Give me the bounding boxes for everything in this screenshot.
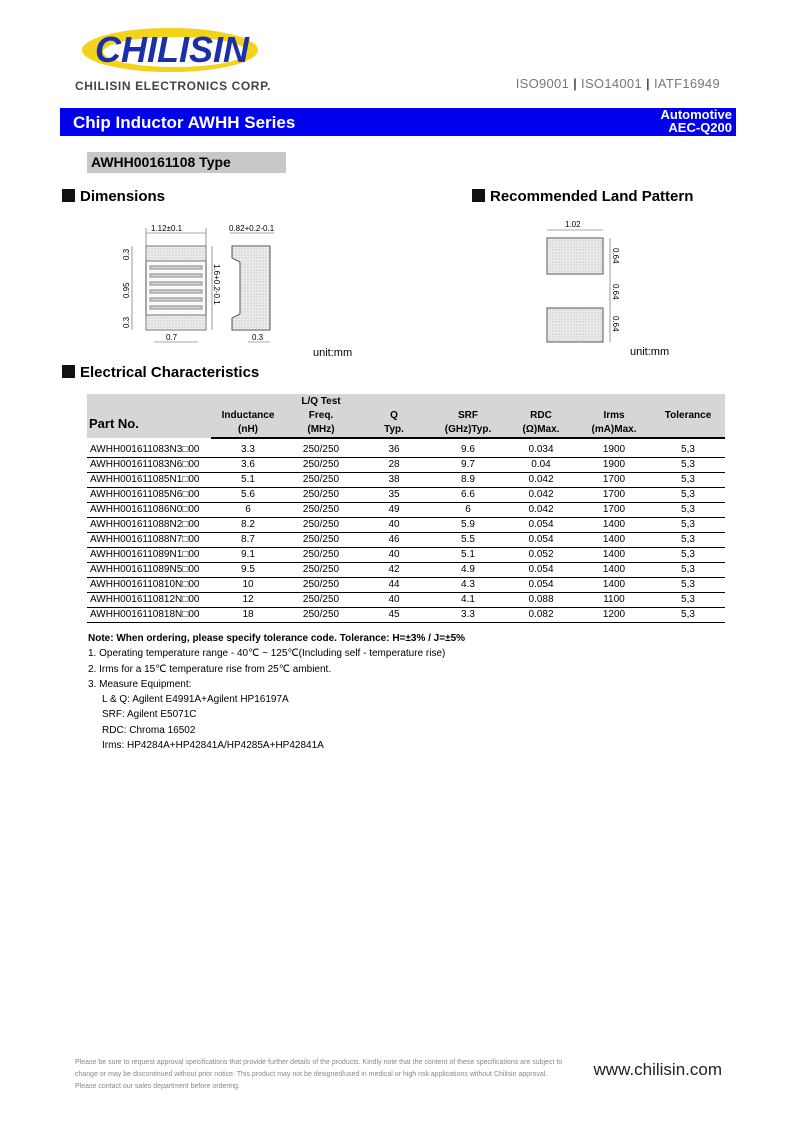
header-part-no: Part No.	[89, 415, 139, 431]
land-pattern-heading: Recommended Land Pattern	[472, 188, 693, 205]
table-row	[87, 487, 725, 502]
header-tolerance: Tolerance	[664, 409, 712, 421]
cell-freq: 250/250	[285, 607, 357, 622]
header-inductance: Inductance	[221, 409, 275, 421]
automotive-grade	[661, 108, 733, 134]
land-pattern-drawing	[540, 216, 630, 346]
dim-side-width: 0.82+0.2-0.1	[229, 224, 275, 233]
dim-top-width: 1.12±0.1	[151, 224, 183, 233]
cell-rdc: 0.052	[505, 547, 577, 562]
cell-irms: 1100	[577, 592, 651, 607]
cell-irms: 1900	[577, 457, 651, 472]
header-irms: Irms	[603, 409, 625, 421]
table-row	[87, 607, 725, 622]
table-row	[87, 562, 725, 577]
cell-freq: 250/250	[285, 502, 357, 517]
cell-irms: 1200	[577, 607, 651, 622]
note-measure-equipment: 3. Measure Equipment:	[88, 678, 192, 690]
cell-rdc: 0.034	[505, 442, 577, 457]
cell-ind: 18	[211, 607, 285, 622]
cell-rdc: 0.042	[505, 487, 577, 502]
cell-q: 40	[357, 592, 431, 607]
certifications	[516, 76, 720, 91]
cell-srf: 4.9	[431, 562, 505, 577]
cell-srf: 5.9	[431, 517, 505, 532]
cell-tol: 5,3	[651, 517, 725, 532]
cell-tol: 5,3	[651, 592, 725, 607]
cell-tol: 5,3	[651, 577, 725, 592]
cell-ind: 3.3	[211, 442, 285, 457]
square-bullet-icon	[472, 189, 485, 202]
cell-ind: 9.5	[211, 562, 285, 577]
cert-iso14001: ISO14001	[581, 76, 642, 91]
cell-tol: 5,3	[651, 442, 725, 457]
cell-srf: 8.9	[431, 472, 505, 487]
company-logo	[75, 22, 275, 82]
cell-freq: 250/250	[285, 592, 357, 607]
cell-rdc: 0.054	[505, 562, 577, 577]
dim-left-top: 0.3	[122, 248, 131, 260]
cell-pn: AWHH001611083N6□00	[87, 457, 211, 472]
header-q-unit: Typ.	[357, 422, 431, 438]
cell-q: 44	[357, 577, 431, 592]
series-title: Chip Inductor AWHH Series	[73, 113, 296, 132]
dim-bottom-width: 0.7	[166, 333, 178, 342]
website-link[interactable]: www.chilisin.com	[593, 1060, 722, 1079]
cell-irms: 1900	[577, 442, 651, 457]
cell-srf: 5.1	[431, 547, 505, 562]
header-lq-test: L/Q Test	[301, 395, 341, 407]
dimensions-unit: unit:mm	[313, 347, 353, 359]
cell-tol: 5,3	[651, 457, 725, 472]
equipment-rdc: RDC: Chroma 16502	[102, 724, 196, 736]
cell-srf: 4.1	[431, 592, 505, 607]
table-row	[87, 472, 725, 487]
cell-srf: 9.7	[431, 457, 505, 472]
cell-q: 28	[357, 457, 431, 472]
cell-irms: 1400	[577, 562, 651, 577]
cell-rdc: 0.054	[505, 532, 577, 547]
electrical-table	[87, 394, 725, 623]
header-srf: SRF	[458, 409, 478, 421]
dim-side-bottom: 0.3	[252, 333, 264, 342]
dim-height: 1.6+0.2-0.1	[212, 264, 221, 305]
cell-irms: 1400	[577, 547, 651, 562]
cell-srf: 4.3	[431, 577, 505, 592]
electrical-heading: Electrical Characteristics	[62, 364, 259, 381]
cell-srf: 9.6	[431, 442, 505, 457]
notes	[88, 631, 465, 753]
cell-q: 42	[357, 562, 431, 577]
cell-rdc: 0.082	[505, 607, 577, 622]
cell-freq: 250/250	[285, 472, 357, 487]
header-q: Q	[390, 409, 398, 421]
header-freq: Freq.	[308, 409, 334, 421]
cell-irms: 1400	[577, 577, 651, 592]
header-rdc-unit: (Ω)Max.	[505, 422, 577, 438]
cell-freq: 250/250	[285, 532, 357, 547]
cell-pn: AWHH0016110810N□00	[87, 577, 211, 592]
automotive-label: Automotive	[660, 107, 732, 122]
cell-ind: 12	[211, 592, 285, 607]
ordering-note: Note: When ordering, please specify tolerance code. Tolerance: H=±3% / J=±5%	[88, 633, 466, 644]
table-row	[87, 592, 725, 607]
series-banner	[60, 108, 736, 136]
table-row	[87, 532, 725, 547]
cell-pn: AWHH0016110812N□00	[87, 592, 211, 607]
cell-tol: 5,3	[651, 532, 725, 547]
cell-pn: AWHH001611088N7□00	[87, 532, 211, 547]
cert-separator: |	[573, 76, 578, 91]
cell-q: 36	[357, 442, 431, 457]
company-name: CHILISIN ELECTRONICS CORP.	[75, 79, 272, 93]
cell-freq: 250/250	[285, 562, 357, 577]
cell-irms: 1700	[577, 502, 651, 517]
land-dim-1: 0.64	[611, 248, 620, 264]
cell-q: 40	[357, 517, 431, 532]
disclaimer: Please be sure to request approval specifications that provide further details of the products. Kindly note that the content of these specifications are subject to change or may be discontinued without prior notice. This product may not be designed/used in medical or high risk applications without Chilisin approval. Please contact our sales department before ordering.	[75, 1059, 563, 1090]
square-bullet-icon	[62, 189, 75, 202]
cell-freq: 250/250	[285, 517, 357, 532]
cell-srf: 6.6	[431, 487, 505, 502]
cell-rdc: 0.042	[505, 502, 577, 517]
table-row	[87, 457, 725, 472]
cell-pn: AWHH001611085N6□00	[87, 487, 211, 502]
cert-iatf16949: IATF16949	[653, 76, 720, 91]
cell-rdc: 0.054	[505, 577, 577, 592]
logo-text: CHILISIN	[95, 29, 250, 70]
cert-separator: |	[646, 76, 650, 91]
cell-irms: 1700	[577, 487, 651, 502]
note-irms: 2. Irms for a 15℃ temperature rise from 25℃ ambient.	[88, 663, 332, 675]
cell-ind: 3.6	[211, 457, 285, 472]
header-freq-unit: (MHz)	[285, 422, 357, 438]
cell-irms: 1400	[577, 517, 651, 532]
land-dim-3: 0.64	[611, 316, 620, 332]
equipment-lq: L & Q: Agilent E4991A+Agilent HP16197A	[102, 694, 289, 706]
dimensions-drawing	[118, 218, 288, 348]
cell-rdc: 0.04	[505, 457, 577, 472]
cell-rdc: 0.042	[505, 472, 577, 487]
cell-pn: AWHH001611088N2□00	[87, 517, 211, 532]
cell-q: 40	[357, 547, 431, 562]
cell-freq: 250/250	[285, 457, 357, 472]
cell-freq: 250/250	[285, 487, 357, 502]
cell-q: 38	[357, 472, 431, 487]
cell-pn: AWHH001611089N5□00	[87, 562, 211, 577]
cell-ind: 5.6	[211, 487, 285, 502]
table-row	[87, 547, 725, 562]
cell-freq: 250/250	[285, 547, 357, 562]
header-irms-unit: (mA)Max.	[577, 422, 651, 438]
cell-pn: AWHH0016110818N□00	[87, 607, 211, 622]
table-row	[87, 502, 725, 517]
cell-pn: AWHH001611085N1□00	[87, 472, 211, 487]
cell-freq: 250/250	[285, 442, 357, 457]
note-operating-temp: 1. Operating temperature range - 40℃ ~ 125℃(Including self - temperature rise)	[88, 648, 446, 660]
land-pattern-unit: unit:mm	[630, 346, 670, 358]
header-rdc: RDC	[530, 409, 552, 421]
cell-tol: 5,3	[651, 502, 725, 517]
land-width: 1.02	[565, 220, 581, 229]
table-row	[87, 517, 725, 532]
cell-srf: 5.5	[431, 532, 505, 547]
type-label: AWHH00161108 Type	[87, 152, 286, 173]
cell-rdc: 0.088	[505, 592, 577, 607]
cell-q: 46	[357, 532, 431, 547]
dimensions-heading: Dimensions	[62, 188, 165, 205]
square-bullet-icon	[62, 365, 75, 378]
cert-iso9001: ISO9001	[515, 76, 570, 91]
cell-irms: 1400	[577, 532, 651, 547]
cell-tol: 5,3	[651, 607, 725, 622]
cell-pn: AWHH001611086N0□00	[87, 502, 211, 517]
cell-tol: 5,3	[651, 487, 725, 502]
equipment-srf: SRF: Agilent E5071C	[102, 709, 197, 721]
cell-ind: 8.7	[211, 532, 285, 547]
aec-q200-label: AEC-Q200	[668, 120, 732, 135]
cell-rdc: 0.054	[505, 517, 577, 532]
dim-left-bottom: 0.3	[122, 316, 131, 328]
cell-tol: 5,3	[651, 547, 725, 562]
header-srf-unit: (GHz)Typ.	[431, 422, 505, 438]
cell-ind: 9.1	[211, 547, 285, 562]
cell-ind: 5.1	[211, 472, 285, 487]
cell-tol: 5,3	[651, 472, 725, 487]
cell-tol: 5,3	[651, 562, 725, 577]
cell-srf: 3.3	[431, 607, 505, 622]
table-row	[87, 442, 725, 457]
cell-freq: 250/250	[285, 577, 357, 592]
header-inductance-unit: (nH)	[211, 422, 285, 438]
cell-pn: AWHH001611083N3□00	[87, 442, 211, 457]
cell-irms: 1700	[577, 472, 651, 487]
cell-q: 45	[357, 607, 431, 622]
cell-q: 49	[357, 502, 431, 517]
cell-ind: 8.2	[211, 517, 285, 532]
equipment-irms: Irms: HP4284A+HP42841A/HP4285A+HP42841A	[102, 740, 324, 752]
cell-srf: 6	[431, 502, 505, 517]
cell-ind: 10	[211, 577, 285, 592]
cell-q: 35	[357, 487, 431, 502]
dim-left-middle: 0.95	[122, 282, 131, 298]
table-row	[87, 577, 725, 592]
land-dim-2: 0.64	[611, 284, 620, 300]
cell-pn: AWHH001611089N1□00	[87, 547, 211, 562]
cell-ind: 6	[211, 502, 285, 517]
